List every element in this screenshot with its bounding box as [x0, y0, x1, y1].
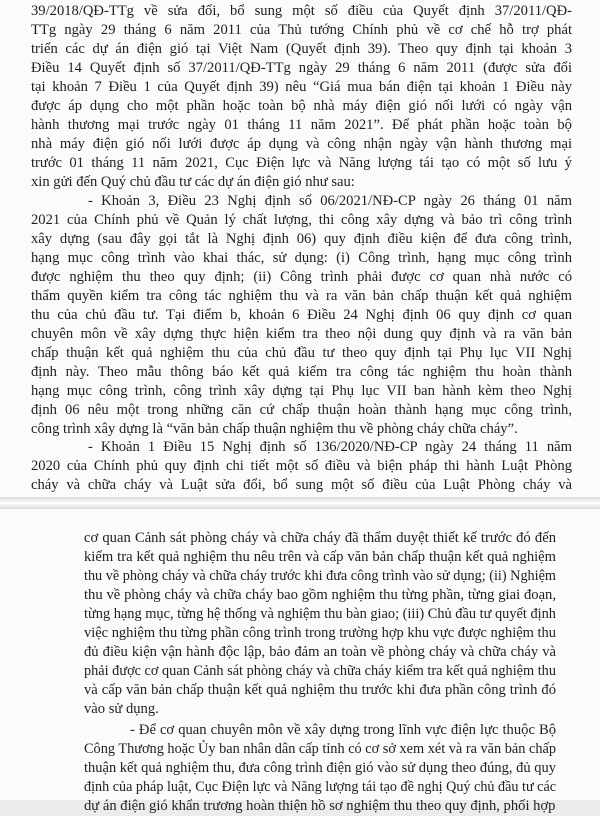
text-line: thẩm quyền kiểm tra công tác nghiệm thu và ra văn bản chấp thuận kết quả nghiệm — [31, 288, 572, 304]
text-line: xin gửi đến Quý chủ đầu tư các dự án điện gió như sau: — [31, 174, 355, 190]
text-line: chuyên môn về xây dựng thực hiện kiểm tra theo nội dung quy định và ra văn bản — [31, 326, 572, 342]
text-line: - Khoản 3, Điều 23 Nghị định số 06/2021/NĐ-CP ngày 26 tháng 01 năm — [88, 193, 572, 209]
text-line: 2021 của Chính phủ về Quản lý chất lượng, thi công xây dựng và bảo trì công trình — [31, 212, 572, 228]
text-line: nhà máy điện gió nối lưới được áp dụng và công nhận ngày vận hành thương mại — [31, 136, 572, 152]
text-line: định 06 nêu một trong những căn cứ chấp thuận hoàn thành hạng mục công trình, — [31, 402, 572, 418]
text-line: - Để cơ quan chuyên môn về xây dựng trong lĩnh vực điện lực thuộc Bộ — [130, 722, 556, 738]
paragraph-request — [0, 721, 600, 816]
text-line: triển các dự án điện gió tại Việt Nam (Quyết định 39). Theo quy định tại khoản 3 — [31, 41, 572, 57]
text-line: tại khoản 7 Điều 1 của Quyết định 39) nêu “Giá mua bán điện tại khoản 1 Điều này — [31, 79, 572, 95]
text-line: thu về phòng cháy và chữa cháy trước khi đưa công trình vào sử dụng; (ii) Nghiệm — [84, 568, 557, 584]
paragraph-decree-06 — [0, 192, 600, 439]
text-line: phải được cơ quan Cảnh sát phòng cháy và chữa cháy kiểm tra kết quả nghiệm thu — [84, 663, 556, 679]
text-line: thu về phòng cháy và chữa cháy bao gồm nghiệm thu từng phần, từng giai đoạn, — [84, 587, 557, 603]
text-line: được nghiệm thu theo quy định; (ii) Công trình phải được cơ quan nhà nước có — [31, 269, 572, 285]
text-line: từng hạng mục, từng hệ thống và nghiệm thu bàn giao; (iii) Chủ đầu tư quyết định — [84, 606, 556, 622]
text-line: dự án điện gió khẩn trương hoàn thiện hồ sơ nghiệm thu theo quy định, phối hợp — [84, 798, 556, 814]
paragraph-decree-136-continued — [0, 529, 600, 719]
text-line: chấp thuận kết quả nghiệm thu của chủ đầu tư theo quy định tại Phụ lục VII Nghị — [31, 345, 572, 361]
text-line: vào sử dụng. — [84, 701, 159, 717]
text-line: trước 01 tháng 11 năm 2021, Cục Điện lực và Năng lượng tái tạo có một số lưu ý — [31, 155, 572, 171]
text-line: đủ điều kiện vận hành độc lập, bảo đảm an toàn về phòng cháy và chữa cháy và — [84, 644, 556, 660]
document-page-bottom — [0, 509, 600, 814]
text-line: việc nghiệm thu từng phần công trình trong trường hợp khu vực được nghiệm thu — [84, 625, 556, 641]
text-line: định của pháp luật, Cục Điện lực và Năng lượng tái tạo đề nghị Quý chủ đầu tư các — [84, 779, 557, 795]
text-line: cháy và chữa cháy và Luật sửa đổi, bổ sung một số điều của Luật Phòng cháy và — [31, 477, 572, 493]
page-gap — [0, 497, 600, 509]
text-line: định này. Theo mẫu thông báo kết quả kiểm tra công tác nghiệm thu hoàn thành — [31, 364, 572, 380]
text-line: TTg ngày 29 tháng 6 năm 2011 của Thủ tướng Chính phủ về cơ chế hỗ trợ phát — [31, 22, 573, 38]
text-line: thu của chủ đầu tư. Tại điểm b, khoản 6 Điều 24 Nghị định 06 quy định cơ quan — [31, 307, 572, 323]
text-line: xây dựng (sau đây gọi tắt là Nghị định 06) quy định điều kiện để đưa công trình, — [31, 231, 572, 247]
text-line: được áp dụng cho một phần hoặc toàn bộ nhà máy điện gió nối lưới có ngày vận — [31, 98, 572, 114]
text-line: công trình xây dựng là “văn bản chấp thuận nghiệm thu về phòng cháy chữa cháy”. — [31, 421, 518, 437]
text-line: Điều 14 Quyết định số 37/2011/QĐ-TTg ngày 29 tháng 6 năm 2011 (được sửa đổi — [31, 60, 573, 76]
text-line: và cấp văn bản chấp thuận kết quả nghiệm thu trước khi đưa phần công trình đó — [84, 682, 556, 698]
text-line: hành thương mại trước ngày 01 tháng 11 năm 2021”. Để phát phần hoặc toàn bộ — [31, 117, 572, 133]
text-line: thuận kết quả nghiệm thu, đưa công trình điện gió vào sử dụng theo đúng, đủ quy — [84, 760, 556, 776]
text-line: hạng mục công trình, công trình xây dựng tại Phụ lục VII ban hành kèm theo Nghị — [31, 383, 573, 399]
text-line: cơ quan Cảnh sát phòng cháy và chữa cháy đã thẩm duyệt thiết kế trước đó đến — [84, 530, 556, 546]
text-line: 2020 của Chính phủ quy định chi tiết một số điều và biện pháp thi hành Luật Phòng — [31, 458, 572, 474]
text-line: kiểm tra kết quả nghiệm thu nêu trên và cấp văn bản chấp thuận kết quả nghiệm — [84, 549, 556, 565]
text-line: hạng mục công trình vào khai thác, sử dụng: (i) Công trình, hạng mục công trình — [31, 250, 572, 266]
paragraph-intro — [0, 2, 600, 192]
text-line: Công Thương hoặc Ủy ban nhân dân cấp tỉnh có cơ sở xem xét và ra văn bản chấp — [84, 741, 557, 757]
text-line: 39/2018/QĐ-TTg về sửa đổi, bổ sung một số điều của Quyết định 37/2011/QĐ- — [31, 3, 572, 19]
text-line: - Khoản 1 Điều 15 Nghị định số 136/2020/NĐ-CP ngày 24 tháng 11 năm — [88, 439, 572, 455]
